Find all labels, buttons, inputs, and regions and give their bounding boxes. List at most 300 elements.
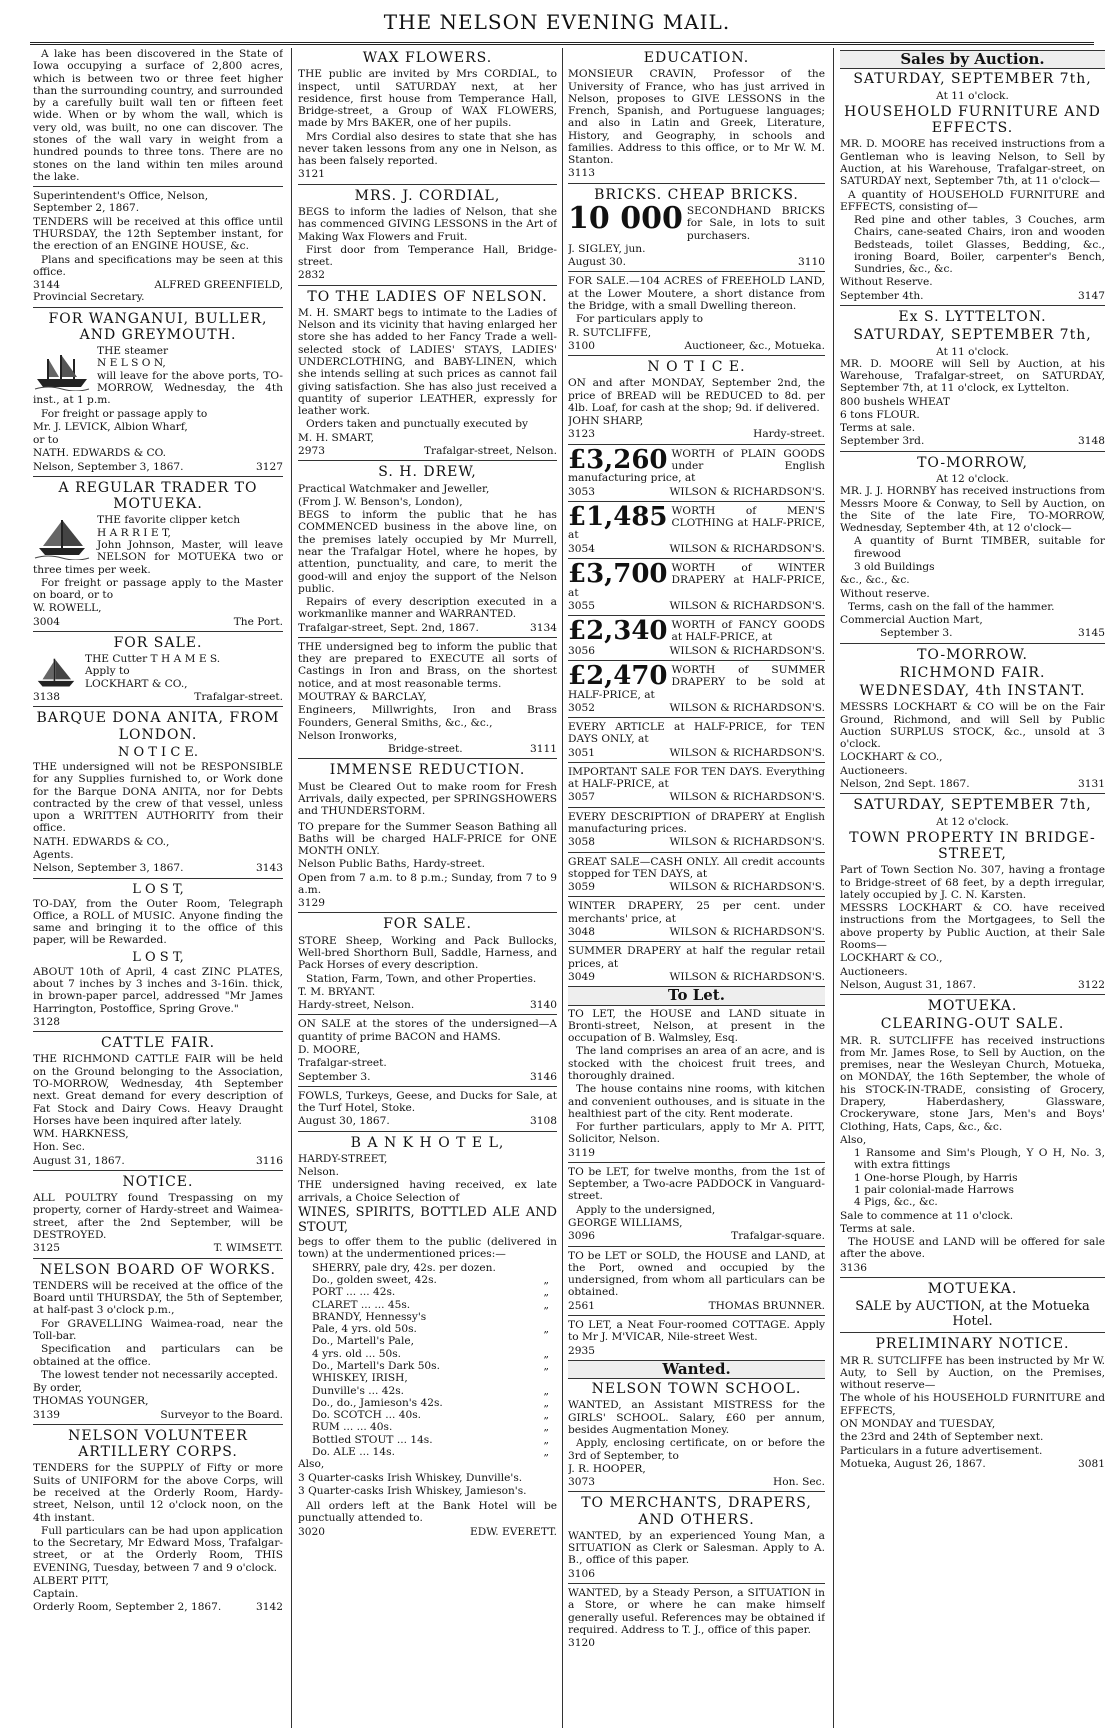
ad-number: 3111 [530,743,557,756]
paddock-to-let-ad [568,1166,825,1243]
ad-body: THE Cutter T H A M E S. Apply to LOCKHART & CO., [85,653,221,690]
preliminary-notice-ad [840,1355,1105,1471]
section-heading: L O S T, [132,949,184,965]
steamer-nelson-ad [33,345,283,473]
signature: THOMAS BRUNNER. [708,1299,825,1312]
section-heading: NELSON BOARD OF WORKS. [40,1261,276,1278]
signature-title: Hon. Sec. [33,1141,86,1154]
ad-body: THE favorite clipper ketch H A R R I E T, John Johnson, Master, will leave NELSON for MOTUEKA two or three times per week. [33,514,283,576]
ad-date: Nelson, September 3, 1867. [33,460,184,473]
rule [568,1315,825,1316]
ad-body: ALL POULTRY found Trespassing on my property, corner of Hardy-street and Waimea-street, after the 2nd September, will be DESTROYED. [33,1192,283,1242]
wilson-richardson-ad [568,501,825,555]
rule [568,762,825,763]
signature: WILSON & RICHARDSON'S. [669,926,825,939]
price-item: Do., do., Jamieson's 42s. [312,1396,443,1409]
ad-body: WINTER DRAPERY, 25 per cent. under merchants' price, at [568,900,825,925]
price-ditto: „ [543,1396,549,1409]
price-row [298,1311,557,1323]
ad-body: EVERY DESCRIPTION of DRAPERY at English manufacturing prices. [568,810,825,836]
rule [33,307,283,308]
ad-text: 6 tons FLOUR. [840,408,920,421]
ad-number: 2832 [298,269,325,282]
ad-body: FOR SALE.—104 ACRES of FREEHOLD LAND, at the Lower Moutere, a short distance from the Bridge, with a small Dwelling thereon. [568,275,825,312]
board-of-works-ad [33,1280,283,1421]
ad-number: 3147 [1078,289,1105,302]
ad-body: FOWLS, Turkeys, Geese, and Ducks for Sale, at the Turf Hotel, Stoke. [298,1089,557,1115]
rule [840,451,1105,452]
rule [298,1131,557,1132]
ad-text: begs to offer them to the public (delivered in town) at the undermentioned prices:— [298,1236,557,1261]
ad-place: Bridge-street. [388,743,463,756]
ad-text: MESSRS LOCKHART & CO. have received instructions from the Mortgagees, to Sell the above property by Public Auction, at their Sale Rooms— [840,902,1105,951]
ad-number: 3055 [568,599,595,612]
ad-number: 3129 [298,897,325,910]
wilson-richardson-ad [568,444,825,498]
signature: MOUTRAY & BARCLAY, [298,691,427,704]
barque-notice-ad [33,761,283,875]
ad-number: 3148 [1078,435,1105,448]
ad-text: First door from Temperance Hall, Bridge-street. [298,243,557,269]
section-heading: A REGULAR TRADER TO MOTUEKA. [58,479,258,513]
ad-place: The Port. [233,615,283,628]
ad-text: or to [33,434,59,447]
price-row [298,1446,557,1458]
column-divider [291,48,292,1728]
price-row [298,1385,557,1397]
ad-number: 3073 [568,1476,595,1489]
ad-text: The HOUSE and LAND will be offered for sale after the above. [840,1236,1105,1261]
ad-date: September 4th. [840,289,924,302]
classified-section-header: Wanted. [568,1360,825,1379]
column-3 [568,48,825,1730]
ad-text: Station, Farm, Town, and other Properties. [306,972,537,985]
ad-body: BEGS to inform the public that he has COMMENCED business in the above line, on the premises lately occupied by Mr Murrell, near the Trafalgar Hotel, where he hopes, by attention, punctuality, and care, to merit the good-will and enjoy the support of the Nelson public. [298,509,557,595]
ad-body: MONSIEUR CRAVIN, Professor of the University of France, who has just arrived in Nelson, proposes to GIVE LESSONS in the French, Spanish, and Portuguese languages; and also in Latin and Greek, Literature, History, and Geography, in schools and families. Address to this office, or to Mr W. M. Stanton. [568,68,825,167]
ad-text: ON MONDAY and TUESDAY, [840,1417,996,1430]
ad-large-figure: £3,260 [568,444,668,475]
wax-flowers-ad [298,68,557,181]
ad-date: Nelson, September 3, 1867. [33,862,184,875]
signature: EDW. EVERETT. [470,1525,557,1538]
rule [568,1491,825,1492]
ad-body: TO LET, the HOUSE and LAND situate in Bronti-street, Nelson, at present in the occupation of B. Walmsley, Esq. [568,1007,825,1045]
price-ditto: „ [543,1274,549,1287]
rule [568,1583,825,1584]
price-item: Do. ALE ... 14s. [312,1445,395,1458]
wilson-richardson-ad [568,945,825,983]
section-heading: TO MERCHANTS, DRAPERS, AND OTHERS. [581,1495,812,1528]
ad-number: 3053 [568,485,595,498]
ad-text: Commercial Auction Mart, [840,614,983,627]
section-heading: N O T I C E. [647,359,746,376]
signature-title: Auctioneers. [840,764,908,777]
signature: D. MOORE, [298,1043,361,1056]
ad-text: 3 old Buildings [854,560,935,573]
ad-number: 3054 [568,542,595,555]
ad-date: Trafalgar-street, Sept. 2nd, 1867. [298,621,479,634]
ad-text: Nelson Ironworks, [298,729,398,742]
price-item: Do., Martell's Dark 50s. [312,1359,440,1372]
price-item: Do., golden sweet, 42s. [312,1274,437,1287]
lost-music-ad [33,898,283,947]
signature: NATH. EDWARDS & CO., [33,835,170,848]
section-heading: MOTUEKA. [927,1280,1018,1297]
port-house-ad [568,1250,825,1312]
clerk-wanted-ad [568,1530,825,1580]
section-heading: TOWN PROPERTY IN BRIDGE-STREET, [849,829,1096,863]
ad-body: TENDERS will be received at the office of the Board until THURSDAY, the 5th of September, at half-past 3 o'clock p.m., [33,1279,283,1317]
ad-number: 3136 [840,1261,867,1274]
signature: THOMAS YOUNGER, [33,1395,149,1408]
price-row [298,1434,557,1446]
ad-body: WANTED, by a Steady Person, a SITUATION in a Store, or where he can make himself generally useful. References may be obtained if required. Address to T. J., office of this paper. [568,1587,825,1636]
ad-number: 3144 [33,279,60,292]
ad-body: SUMMER DRAPERY at half the regular retail prices, at [568,945,825,970]
ad-number: 3125 [33,1242,60,1255]
ad-text: Full particulars can be had upon application to the Secretary, Mr Edward Moss, Trafalgar-street, or at the Orderly Room, THIS EVENING, Tuesday, between 7 and 9 o'clock. [33,1524,283,1574]
section-heading: Ex S. LYTTELTON. [898,309,1047,326]
price-ditto: „ [543,1433,549,1446]
town-property-ad [840,864,1105,991]
ad-number: 3123 [568,428,595,441]
ad-body: WORTH of FANCY GOODS at HALF-PRICE, at [671,619,825,644]
ad-text: Without Reserve. [840,276,933,289]
cottage-to-let-ad [568,1319,825,1357]
rule [298,1086,557,1087]
price-ditto: „ [543,1347,549,1360]
ad-number: 3113 [568,167,595,180]
ad-body: BEGS to inform the ladies of Nelson, that she has commenced GIVING LESSONS in the Art of Making Wax Flowers and Fruit. [298,206,557,243]
ad-number: 2561 [568,1299,595,1312]
time: At 11 o'clock. [936,345,1009,358]
ad-date: August 30, 1867. [298,1115,390,1128]
ad-number: 3004 [33,615,60,628]
ad-body: THE undersigned beg to inform the public that they are prepared to EXECUTE all sorts of Castings in Iron and Brass, on the shortest notice, and at most reasonable terms. [298,640,557,690]
ad-text: A quantity of HOUSEHOLD FURNITURE and EFFECTS, consisting of— [840,188,1105,213]
ad-text: Terms at sale. [840,1222,916,1235]
ad-body: THE public are invited by Mrs CORDIAL, to inspect, until SATURDAY next, at her residence, first house from Temperance Hall, Bridge-street, a Group of WAX FLOWERS, made by Mrs BAKER, one of her pupils. [298,68,557,130]
signature: J. R. HOOPER, [568,1462,646,1475]
town-school-ad [568,1399,825,1488]
ad-number: 3048 [568,926,595,939]
signature-title: Hon. Sec. [772,1476,825,1489]
rule [298,758,557,759]
rule [568,941,825,942]
ketch-harriet-ad [33,514,283,628]
household-furniture-ad [840,138,1105,302]
situation-wanted-ad [568,1587,825,1649]
rule [33,631,283,632]
freehold-land-ad [568,275,825,352]
ad-text: Also, [840,1133,867,1146]
signature: WILSON & RICHARDSON'S. [669,485,825,498]
ad-large-figure: £2,470 [568,660,668,691]
ad-text: Orders taken and punctually executed by [306,418,529,431]
wilson-richardson-ad [568,766,825,804]
section-heading: TO-MORROW. [917,646,1028,663]
signature: WILSON & RICHARDSON'S. [669,644,825,657]
ad-number: 3051 [568,746,595,759]
ad-number: 3058 [568,836,595,849]
section-heading: RICHMOND FAIR. [899,664,1046,681]
wilson-richardson-ad [568,900,825,938]
clearing-out-sale-ad [840,1035,1105,1274]
ad-number: 3110 [798,256,825,269]
ad-text: the 23rd and 24th of September next. [840,1431,1044,1444]
section-heading: MRS. J. CORDIAL, [354,187,501,204]
section-heading: FOR SALE. [383,916,472,933]
ad-subtitle: Practical Watchmaker and Jeweller, [298,482,490,495]
rule [33,1258,283,1259]
signature: WILSON & RICHARDSON'S. [669,791,825,804]
ad-number: 3142 [256,1601,283,1614]
section-heading: CLEARING-OUT SALE. [880,1016,1065,1033]
ad-text: By order, [33,1382,82,1395]
moutray-barclay-ad [298,641,557,756]
ad-text: Terms, cash on the fall of the hammer. [848,600,1055,613]
ad-text: &c., &c., &c. [840,574,910,587]
section-heading: IMMENSE REDUCTION. [329,762,526,779]
ad-place: Hardy-street. [753,428,825,441]
ad-body: MR R. SUTCLIFFE has been instructed by Mr W. Auty, to Sell by Auction, on the Premises, without reserve— [840,1354,1105,1392]
rule [568,896,825,897]
signature: WILSON & RICHARDSON'S. [669,970,825,983]
ad-body: WORTH of MEN'S CLOTHING at HALF-PRICE, at [568,504,825,542]
ad-text: Particulars in a future advertisement. [840,1444,1043,1457]
price-row [298,1262,557,1274]
ad-number: 3059 [568,881,595,894]
price-item: CLARET ... ... 45s. [312,1298,411,1311]
ad-body: WORTH of WINTER DRAPERY at HALF-PRICE, at [568,561,825,599]
signature: WILSON & RICHARDSON'S. [669,542,825,555]
ad-large-figure: £3,700 [568,558,668,589]
ad-body: TO be LET or SOLD, the HOUSE and LAND, at the Port, owned and occupied by the undersigned, from whom all particulars can be obtained. [568,1249,825,1299]
ad-number: 3140 [530,999,557,1012]
ad-body: THE undersigned having received, ex late arrivals, a Choice Selection of [298,1179,557,1204]
section-heading: CATTLE FAIR. [100,1035,216,1052]
ad-number: 3143 [256,862,283,875]
ad-text: For GRAVELLING Waimea-road, near the Toll-bar. [33,1317,283,1342]
ad-number: 3116 [256,1154,283,1167]
cutter-thames-ad [33,653,283,703]
signature: T. M. BRYANT. [298,985,376,998]
fowls-sale-ad [298,1090,557,1128]
ad-number: 3020 [298,1525,325,1538]
wilson-richardson-ad [568,660,825,714]
ad-text: The lowest tender not necessarily accepted. [41,1368,278,1381]
rule [298,460,557,461]
dateline: Superintendent's Office, Nelson, September 2, 1867. [33,190,209,215]
signature: LOCKHART & CO., [840,751,943,764]
section-heading: S. H. DREW, [378,464,477,481]
price-row [298,1409,557,1421]
ad-body: TENDERS will be received at this office until THURSDAY, the 12th September instant, for the erection of an ENGINE HOUSE, &c. [33,215,283,253]
ad-number: 3139 [33,1408,60,1421]
ad-body: WORTH of PLAIN GOODS under English manufacturing price, at [568,447,825,485]
price-ditto: „ [543,1359,549,1372]
ad-number: 3096 [568,1230,595,1243]
section-heading: SATURDAY, SEPTEMBER 7th, [853,797,1092,814]
ad-text: Also, [298,1458,325,1471]
item-list: 1 Ransome and Sim's Plough, Y O H, No. 3, with extra fittings 1 One-horse Plough, by Harris 1 pair colonial-made Harrows 4 Pigs, &c., &c. [854,1147,1105,1209]
ad-text: For further particulars, apply to Mr A. PITT, Solicitor, Nelson. [568,1121,825,1146]
rule [568,1246,825,1247]
ad-large-figure: 10 000 [568,201,683,236]
price-row [298,1286,557,1298]
price-item: BRANDY, Hennessy's [312,1310,427,1323]
ad-date: Nelson, August 31, 1867. [840,978,976,991]
section-heading: FOR WANGANUI, BULLER, AND GREYMOUTH. [48,310,268,343]
rule [33,186,283,187]
wilson-richardson-ad [568,856,825,894]
agent: NATH. EDWARDS & CO. [33,447,167,460]
wheat-flour-ad [840,358,1105,448]
ad-text: Plans and specifications may be seen at this office. [33,253,283,278]
price-item: 4 yrs. old ... 50s. [312,1347,401,1360]
burnt-timber-ad [840,485,1105,639]
education-ad [568,68,825,180]
section-heading: B A N K H O T E L, [350,1134,505,1151]
signature-title: Surveyor to the Board. [160,1408,283,1421]
ad-number: 3122 [1078,978,1105,991]
ad-text: Open from 7 a.m. to 8 p.m.; Sunday, from 7 to 9 a.m. [298,871,557,896]
rule [568,183,825,184]
rule [298,1014,557,1015]
ad-body: WANTED, by an experienced Young Man, a SITUATION as Clerk or Salesman. Apply to A. B., office of this paper. [568,1529,825,1567]
price-item: Bottled STOUT ... 14s. [312,1433,433,1446]
section-heading: FOR SALE. [113,634,203,651]
rule [33,1031,283,1032]
signature-title: Agents. [33,848,74,861]
ad-text: Apply to the undersigned, [576,1203,716,1216]
smart-store-ad [298,307,557,457]
ad-body: EVERY ARTICLE at HALF-PRICE, for TEN DAYS ONLY, at [568,721,825,746]
ad-body: WORTH of SUMMER DRAPERY to be sold at HALF-PRICE, at [568,663,825,701]
signature: J. SIGLEY, jun. [568,242,646,255]
rule [840,305,1105,306]
wilson-richardson-ad [568,616,825,657]
price-ditto: „ [543,1409,549,1422]
rule [33,476,283,477]
signature-title: Auctioneer, &c., Motueka. [684,339,825,352]
ad-number: 3127 [256,460,283,473]
ad-body: ABOUT 10th of April, 4 cast ZINC PLATES, about 7 inches by 3 inches and 3-16in. thick, in brown-paper parcel, addressed "Mr James Harrington, Postoffice, Spring Grove." [33,965,283,1015]
price-row [298,1274,557,1286]
signature: WILSON & RICHARDSON'S. [669,881,825,894]
rule [298,184,557,185]
bacon-hams-ad [298,1018,557,1082]
rule [840,1332,1105,1333]
section-heading: TO-MORROW, [917,454,1028,471]
rule [568,1162,825,1163]
ad-date: August 30. [568,256,626,269]
ad-body: TO-DAY, from the Outer Room, Telegraph Office, a ROLL of MUSIC. Anyone finding the same and bringing it to the office of this paper, will be Rewarded. [33,897,283,947]
price-row [298,1421,557,1433]
ad-large-figure: £1,485 [568,501,668,532]
ad-number: 3056 [568,644,595,657]
ad-text: Apply, enclosing certificate, on or before the 3rd of September, to [568,1437,825,1462]
price-ditto: „ [543,1421,549,1434]
sailing-ship-icon [33,516,91,560]
signature: ALBERT PITT, [33,1574,109,1587]
ad-number: 3134 [530,621,557,634]
price-item: PORT ... ... 42s. [312,1286,396,1299]
price-item: Do. SCOTCH ... 40s. [312,1409,421,1422]
ad-text: Sale to commence at 11 o'clock. [840,1209,1014,1222]
ad-subtitle: HARDY-STREET, [298,1152,388,1165]
signature: W. ROWELL, [33,602,102,615]
cutter-ship-icon [33,655,79,691]
section-heading: WAX FLOWERS. [362,50,493,66]
signature: R. SUTCLIFFE, [568,326,652,339]
rule [298,285,557,286]
ad-body: Must be Cleared Out to make room for Fresh Arrivals, daily expected, per SPRINGSHOWERS and THUNDERSTORM. [298,780,557,818]
price-row [298,1372,557,1384]
engine-house-tenders-ad [33,190,283,304]
signature: ALFRED GREENFIELD, [154,279,283,292]
signature-title: Provincial Secretary. [33,291,145,304]
price-item: SHERRY, pale dry, 42s. per dozen. [312,1261,496,1274]
column-4 [840,48,1105,1730]
ad-subtitle: Engineers, Millwrights, Iron and Brass Founders, General Smiths, &c., &c., [298,704,557,729]
ad-body: TENDERS for the SUPPLY of Fifty or more Suits of UNIFORM for the above Corps, will be received at the Orderly Room, Hardy-street, Nelson, until 12 o'clock noon, on the 4th instant. [33,1462,283,1524]
ad-body: TO prepare for the Summer Season Bathing all Baths will be charged HALF-PRICE for ONE MONTH ONLY. [298,820,557,858]
section-heading: BARQUE DONA ANITA, FROM LONDON. [36,710,280,743]
ad-number: 3100 [568,339,595,352]
ad-text: All orders left at the Bank Hotel will be punctually attended to. [298,1500,557,1525]
rule [568,355,825,356]
rule [840,643,1105,644]
ad-number: 2935 [568,1344,595,1357]
section-heading: MOTUEKA. [927,998,1018,1015]
ad-text: For particulars apply to [576,313,703,326]
section-heading: NELSON TOWN SCHOOL. [591,1381,802,1398]
ad-number: 3052 [568,701,595,714]
ad-body: TO LET, a Neat Four-roomed COTTAGE. Apply to Mr J. M'VICAR, Nile-street West. [568,1319,825,1344]
ad-text: The whole of his HOUSEHOLD FURNITURE and EFFECTS, [840,1392,1105,1417]
section-heading: HOUSEHOLD FURNITURE AND EFFECTS. [844,103,1101,137]
price-item: RUM ... ... 40s. [312,1421,393,1434]
section-subheading: N O T I C E. [117,744,199,760]
masthead [0,0,1114,40]
ad-text: 3 Quarter-casks Irish Whiskey, Dunville's. [298,1471,523,1484]
rule [298,637,557,638]
public-baths-ad [298,821,557,910]
section-heading: SATURDAY, SEPTEMBER 7th, [853,71,1092,88]
ad-place: Hardy-street, Nelson. [298,999,415,1012]
wilson-richardson-ad [568,811,825,849]
price-ditto: „ [543,1323,549,1336]
ad-number: 3120 [568,1637,595,1650]
signature: JOHN SHARP, [568,415,644,428]
signature: WILSON & RICHARDSON'S. [669,701,825,714]
bank-hotel-ad [298,1153,557,1538]
bryant-sale-ad [298,935,557,1012]
price-row [298,1323,557,1335]
rule [568,807,825,808]
ad-number: 3121 [298,168,325,181]
signature-title: Auctioneers. [840,965,908,978]
wilson-richardson-ad [568,721,825,759]
masthead-rule [30,42,1094,45]
signature: WILSON & RICHARDSON'S. [669,746,825,759]
ad-number: 3146 [530,1070,557,1083]
wilson-richardson-ad [568,558,825,612]
section-heading: L O S T, [132,881,184,897]
agent: Mr. J. LEVICK, Albion Wharf, [33,420,188,433]
price-row [298,1335,557,1347]
